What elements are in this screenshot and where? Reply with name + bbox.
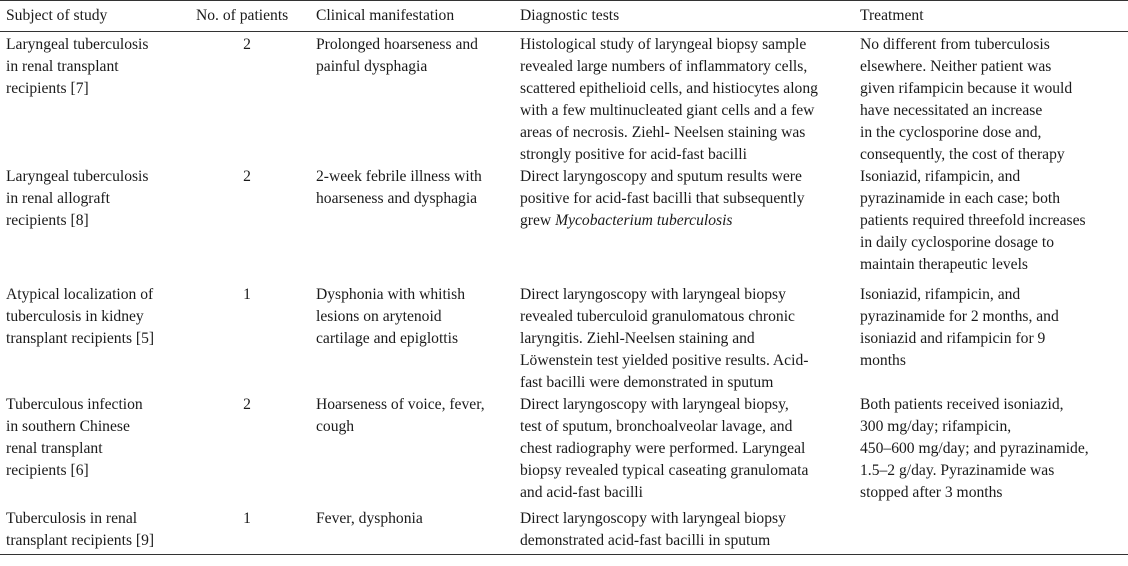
cell-subject: Atypical localization of tuberculosis in kidney transplant recipients [5] (6, 286, 155, 347)
table-row (0, 284, 1128, 394)
table-row (0, 166, 1128, 284)
cell-subject: Laryngeal tuberculosis in renal allograft recipients [8] (6, 168, 149, 229)
cell-diagnostic: Direct laryngoscopy with laryngeal biopsy demonstrated acid-fast bacilli in sputum (514, 508, 854, 555)
cell-patients: 1 (243, 286, 251, 303)
table-row (0, 32, 1128, 167)
cell-manifestation: Dysphonia with whitish lesions on arytenoid cartilage and epiglottis (316, 286, 466, 347)
header-treatment: Treatment (854, 1, 1128, 32)
cell-treatment: Isoniazid, rifampicin, and pyrazinamide in each case; both patients required threefold increases in daily cyclosporine dosage to maintain therapeutic levels (860, 168, 1086, 273)
cell-diagnostic: Direct laryngoscopy with laryngeal biopsy revealed tuberculoid granulomatous chronic laryngitis. Ziehl-Neelsen staining and Löwenstein test yielded positive results. Acid- fast bacilli were demonstrated in sputum (520, 286, 809, 391)
cell-patients: 2 (243, 168, 251, 185)
cell-subject: Tuberculosis in renal transplant recipients [9] (0, 508, 190, 555)
table-row (0, 508, 1128, 555)
cell-manifestation: Fever, dysphonia (310, 508, 514, 555)
cell-patients: 2 (243, 36, 251, 53)
cell-patients: 1 (190, 508, 310, 555)
table-row (0, 394, 1128, 508)
header-patients: No. of patients (190, 1, 310, 32)
cell-diagnostic: Histological study of laryngeal biopsy sample revealed large numbers of inflammatory cells, scattered epithelioid cells, and histiocytes along with a few multinucleated giant cells and a few areas of necrosis. Ziehl- Neelsen staining was strongly positive for acid-fast bacilli (520, 36, 818, 163)
cell-treatment: Both patients received isoniazid, 300 mg/day; rifampicin, 450–600 mg/day; and pyrazinamide, 1.5–2 g/day. Pyrazinamide was stopped after 3 months (860, 396, 1089, 501)
cell-diagnostic (514, 166, 854, 284)
cell-patients: 2 (243, 396, 251, 413)
header-subject: Subject of study (0, 1, 190, 32)
table-header-row (0, 1, 1128, 32)
cell-treatment: Isoniazid, rifampicin, and pyrazinamide for 2 months, and isoniazid and rifampicin for 9 months (860, 286, 1059, 369)
cell-manifestation: Hoarseness of voice, fever, cough (316, 396, 485, 435)
cell-diagnostic: Direct laryngoscopy with laryngeal biopsy, test of sputum, bronchoalveolar lavage, and chest radiography were performed. Laryngeal biopsy revealed typical caseating granulomata and acid-fast bacilli (520, 396, 809, 501)
cell-manifestation: 2-week febrile illness with hoarseness and dysphagia (316, 168, 482, 207)
organism-name: Mycobacterium tuberculosis (555, 212, 733, 229)
diagnostic-text: Direct laryngoscopy and sputum results were positive for acid-fast bacilli that subsequently grew (520, 168, 805, 229)
cell-subject: Laryngeal tuberculosis in renal transplant recipients [7] (6, 36, 149, 97)
header-diagnostic: Diagnostic tests (514, 1, 854, 32)
cell-manifestation: Prolonged hoarseness and painful dysphagia (316, 36, 478, 75)
cell-treatment (854, 508, 1128, 555)
cell-subject: Tuberculous infection in southern Chinese renal transplant recipients [6] (6, 396, 143, 479)
header-manifestation: Clinical manifestation (310, 1, 514, 32)
cell-treatment: No different from tuberculosis elsewhere. Neither patient was given rifampicin because it would have necessitated an increase in the cyclosporine dose and, consequently, the cost of therapy (860, 36, 1073, 163)
